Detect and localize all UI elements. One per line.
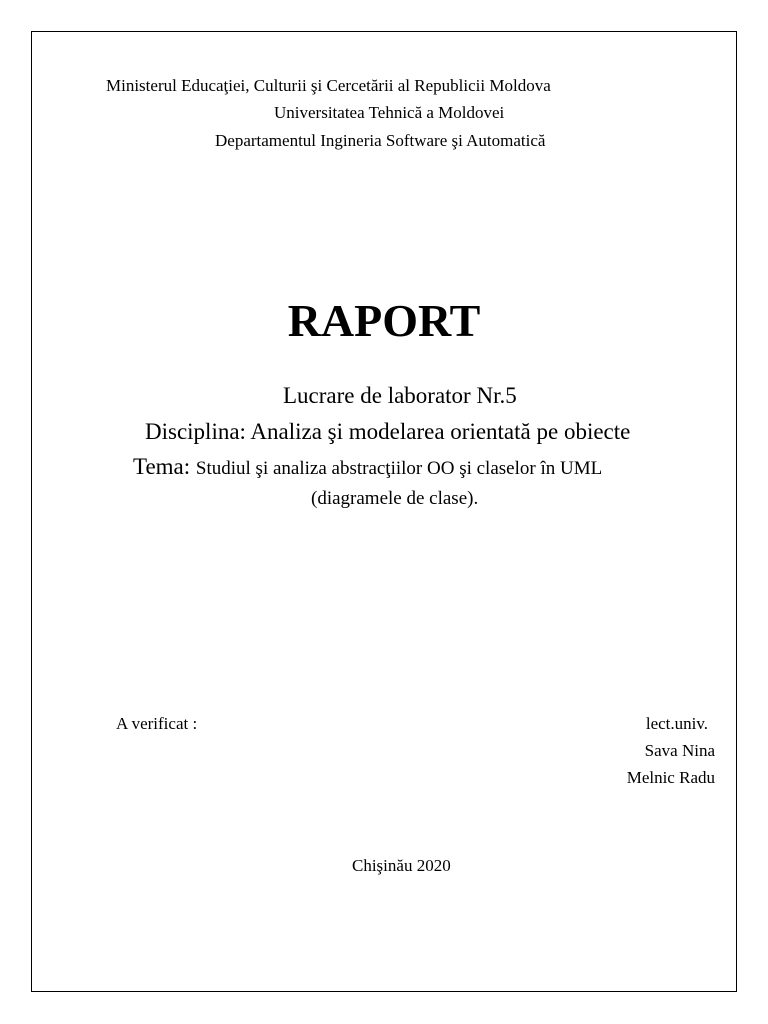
discipline-line: Disciplina: Analiza şi modelarea orientată pe obiecte [145, 419, 631, 444]
place-year: Chişinău 2020 [352, 856, 451, 875]
student-name: Melnic Radu [626, 768, 715, 787]
report-title: RAPORT [287, 295, 481, 346]
theme-prefix: Tema: [133, 454, 196, 479]
verified-label: A verificat : [116, 714, 198, 733]
ministry-line: Ministerul Educaţiei, Culturii şi Cercetării al Republicii Moldova [106, 76, 551, 95]
department-line: Departamentul Ingineria Software şi Automatică [215, 131, 546, 150]
teacher-rank: lect.univ. [645, 714, 708, 733]
university-line: Universitatea Tehnică a Moldovei [274, 103, 505, 122]
teacher-name: Sava Nina [644, 741, 715, 760]
page-border [31, 31, 737, 992]
lab-work-line: Lucrare de laborator Nr.5 [283, 383, 517, 408]
theme-continuation: (diagramele de clase). [311, 488, 479, 509]
theme-line [133, 455, 602, 478]
theme-text: Studiul şi analiza abstracţiilor OO şi claselor în UML [195, 458, 603, 479]
